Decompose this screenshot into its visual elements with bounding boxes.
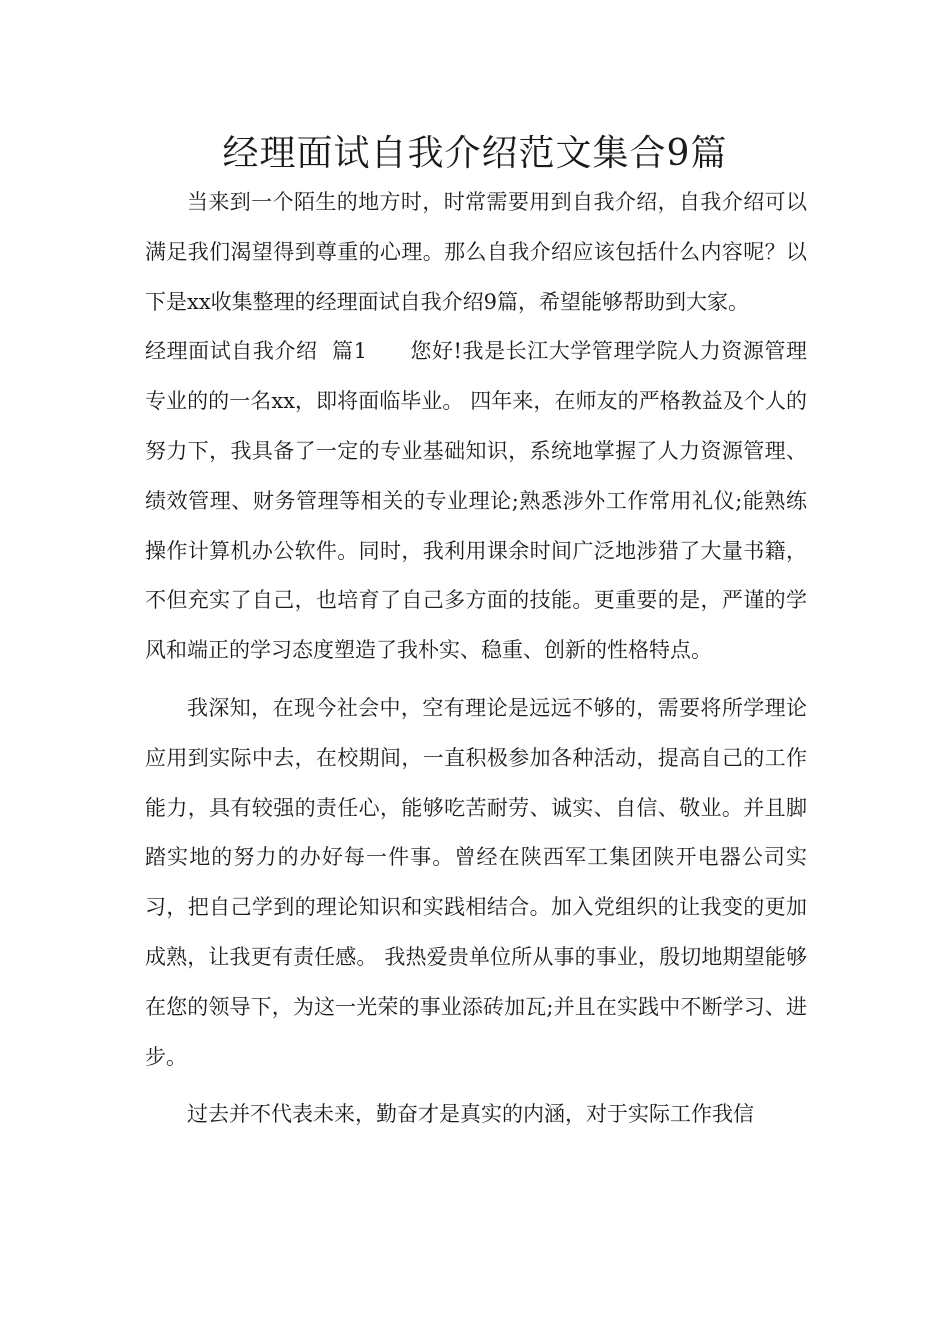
body-paragraph-2: 我深知，在现今社会中，空有理论是远远不够的，需要将所学理论应用到实际中去，在校期间，一直积极参加各种活动，提高自己的工作能力，具有较强的责任心，能够吃苦耐劳、诚实、自信、敬业。并且脚踏实地的努力的办好每一件事。曾经在陕西军工集团陕开电器公司实习，把自己学到的理论知识和实践相结合。加入党组织的让我变的更加成熟，让我更有责任感。 我热爱贵单位所从事的事业，殷切地期望能够在您的领导下，为这一光荣的事业添砖加瓦;并且在实践中不断学习、进步。 bbox=[145, 695, 807, 1069]
body-paragraph-3: 过去并不代表未来，勤奋才是真实的内涵，对于实际工作我信 bbox=[187, 1102, 754, 1127]
document-body bbox=[145, 178, 807, 1140]
document-title: 经理面试自我介绍范文集合9篇 bbox=[222, 133, 728, 174]
heading-spacer bbox=[367, 339, 410, 363]
section-1-heading: 经理面试自我介绍 篇1 bbox=[145, 339, 367, 364]
intro-paragraph: 当来到一个陌生的地方时，时常需要用到自我介绍，自我介绍可以满足我们渴望得到尊重的心理。那么自我介绍应该包括什么内容呢？以下是xx收集整理的经理面试自我介绍9篇，希望能够帮助到大家。 bbox=[145, 190, 807, 314]
section-1-text: 您好!我是长江大学管理学院人力资源管理专业的的一名xx，即将面临毕业。 四年来，在师友的严格教益及个人的努力下，我具备了一定的专业基础知识，系统地掌握了人力资源管理、绩效管理、财务管理等相关的专业理论;熟悉涉外工作常用礼仪;能熟练操作计算机办公软件。同时，我利用课余时间广泛地涉猎了大量书籍，不但充实了自己，也培育了自己多方面的技能。更重要的是，严谨的学风和端正的学习态度塑造了我朴实、稳重、创新的性格特点。 bbox=[145, 339, 808, 663]
section-1-paragraph bbox=[145, 327, 807, 676]
